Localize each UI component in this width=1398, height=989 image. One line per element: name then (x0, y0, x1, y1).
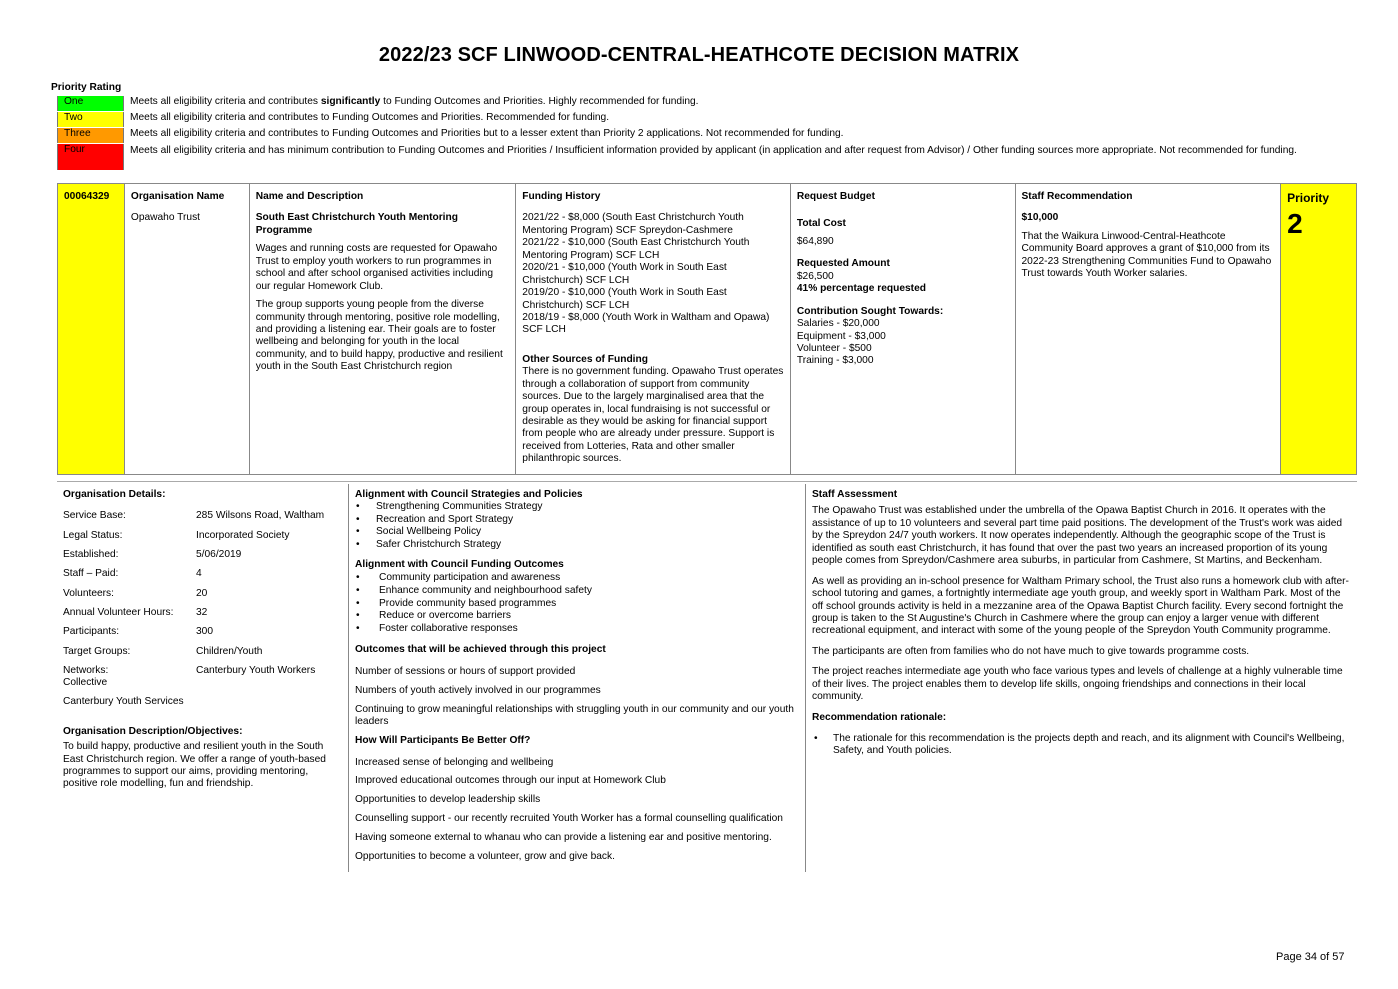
staff-recommended-amount: $10,000 (1021, 212, 1059, 224)
funding-history-item: 2020/21 - $10,000 (Youth Work in South East Christchurch) SCF LCH (522, 262, 727, 286)
project-outcome-item: Numbers of youth actively involved in our programmes (355, 684, 601, 696)
detail-label: Established: (63, 549, 119, 561)
funding-history-item: 2018/19 - $8,000 (Youth Work in Waltham and Opawa) SCF LCH (522, 311, 770, 336)
project-outcome-item: Number of sessions or hours of support provided (355, 665, 576, 677)
detail-row (63, 549, 342, 568)
name-description-column (250, 184, 517, 474)
staff-assessment-paragraph: The project reaches intermediate age youth who face various types and levels of challenge at a highly vulnerable time of their lives. The project enables them to develop life skills, ongoing friendships and connections in their local community. (812, 666, 1343, 703)
priority-desc-three: Meets all eligibility criteria and contributes to Funding Outcomes and Priorities but to a lesser extent than Priority 2 applications. Not recommended for funding. (130, 128, 844, 139)
funding-history-column (516, 184, 791, 474)
detail-label: Service Base: (63, 510, 126, 522)
priority-row-four (57, 144, 1319, 171)
detail-row (63, 588, 342, 607)
strategy-item: • Safer Christchurch Strategy (355, 539, 799, 551)
better-off-item: Counselling support - our recently recruited Youth Worker has a formal counselling qualification (355, 813, 783, 825)
detail-label: Legal Status: (63, 529, 123, 541)
detail-value: Canterbury Youth Workers (196, 664, 316, 676)
organisation-details-column (57, 484, 348, 872)
strategies-list (355, 501, 799, 551)
priority-header: Priority (1287, 191, 1330, 205)
strategy-item: • Recreation and Sport Strategy (355, 514, 799, 526)
page-number: Page 34 of 57 (1276, 951, 1345, 963)
better-off-item: Having someone external to whanau who can provide a listening ear and positive mentoring. (355, 832, 772, 844)
staff-recommendation-text: That the Waikura Linwood-Central-Heathcote Community Board approves a grant of $10,000 from its 2022-23 Strengthening Communities Fund to Opawaho Trust towards Youth Worker salaries. (1021, 230, 1272, 280)
contribution-item: Equipment - $3,000 (796, 330, 886, 342)
organisation-description-heading: Organisation Description/Objectives: (63, 725, 243, 737)
alignment-column (348, 484, 806, 872)
contribution-label: Contribution Sought Towards: (796, 305, 944, 317)
detail-label: Target Groups: (63, 645, 131, 657)
detail-value: 20 (196, 587, 208, 599)
better-off-item: Improved educational outcomes through our input at Homework Club (355, 775, 666, 787)
priority-desc-one-post: to Funding Outcomes and Priorities. Highly recommended for funding. (380, 96, 699, 107)
outcome-item: • Foster collaborative responses (355, 623, 799, 636)
detail-value: 32 (196, 606, 208, 618)
priority-rating-heading: Priority Rating (51, 82, 122, 93)
detail-value: 300 (196, 626, 213, 638)
contribution-item: Volunteer - $500 (796, 342, 872, 354)
project-title: South East Christchurch Youth Mentoring Programme (255, 212, 458, 236)
detail-label: Volunteers: (63, 587, 114, 599)
priority-swatch-three: Three (57, 128, 124, 143)
better-off-item: Opportunities to develop leadership skills (355, 794, 541, 806)
priority-desc-four: Meets all eligibility criteria and has minimum contribution to Funding Outcomes and Priorities / Insufficient information provided by applicant (in application and after request from Advisor) / Other funding sources more appropriate. Not recommended for funding. (130, 145, 1297, 156)
staff-assessment-paragraph: The participants are often from families who do not have much to give towards programme costs. (812, 645, 1250, 657)
detail-label: Staff – Paid: (63, 568, 119, 580)
section-divider (57, 481, 1357, 482)
name-description-header: Name and Description (255, 191, 364, 202)
networks-continued: Collective (63, 676, 108, 688)
better-off-heading: How Will Participants Be Better Off? (355, 735, 531, 747)
staff-recommendation-header: Staff Recommendation (1021, 191, 1133, 202)
detail-value: 285 Wilsons Road, Waltham (196, 510, 325, 522)
outcome-item: • Reduce or overcome barriers (355, 610, 799, 623)
detail-label: Participants: (63, 626, 120, 638)
strategy-item: • Social Wellbeing Policy (355, 526, 799, 538)
contribution-item: Training - $3,000 (796, 355, 874, 367)
priority-column (1281, 184, 1356, 474)
detail-value: 4 (196, 568, 202, 580)
total-cost-value: $64,890 (796, 235, 834, 247)
staff-assessment-paragraph: As well as providing an in-school presence for Waltham Primary school, the Trust also runs a homework club with after-school tutoring and games, a fortnightly intermediate age youth group, and weekly sport in Waltham Park. Most of the off school grounds activity is held in a mezzanine area of the Opawa Baptist Church facility. Every second fortnight the group is taken to the St Augustine's Church in Cashmere where the group can enjoy a larger venue with different recreational equipment, and interact with some of the young people of the Spreydon Youth Community programme. (812, 575, 1349, 637)
priority-row-two (57, 112, 1319, 128)
detail-row (63, 530, 342, 549)
page-title: 2022/23 SCF LINWOOD-CENTRAL-HEATHCOTE DECISION MATRIX (378, 44, 1020, 66)
project-description-2: The group supports young people from the diverse community through mentoring, positive role modelling, and providing a listening ear. Their goals are to foster wellbeing and belonging for youth in the local community, and to build happy, productive and resilient youth in the South East Christchurch region (255, 299, 503, 373)
request-budget-header: Request Budget (796, 191, 875, 202)
better-off-item: Opportunities to become a volunteer, grow and give back. (355, 851, 615, 863)
details-section (57, 484, 1357, 872)
organisation-header: Organisation Name (130, 191, 225, 202)
staff-recommendation-column (1016, 184, 1282, 474)
project-description-1: Wages and running costs are requested for Opawaho Trust to employ youth workers to run programmes in school and after school organised activities including our regular Homework Club. (255, 243, 498, 292)
outcome-item: • Community participation and awareness (355, 572, 799, 585)
priority-desc-one-pre: Meets all eligibility criteria and contributes (130, 96, 321, 107)
better-off-item: Increased sense of belonging and wellbeing (355, 756, 554, 768)
requested-amount-value: $26,500 (796, 270, 834, 282)
rationale-item: • The rationale for this recommendation is the projects depth and reach, and its alignment with Council's Wellbeing, Safety, and Youth policies. (812, 733, 1351, 758)
detail-value: Incorporated Society (196, 529, 290, 541)
organisation-column (125, 184, 250, 474)
contribution-item: Salaries - $20,000 (796, 318, 880, 330)
strategies-heading: Alignment with Council Strategies and Policies (355, 489, 583, 500)
rationale-heading: Recommendation rationale: (812, 711, 947, 723)
priority-rating-table (57, 96, 1319, 171)
staff-assessment-paragraph: The Opawaho Trust was established under the umbrella of the Opawa Baptist Church in 2016. It operates with the assistance of up to 10 volunteers and several part time paid positions. The development of the Trust's work was aided by the Spreydon 24/7 youth workers. It now operates independently. Although the geographic scope of the Trust is identified as south east Christchurch, it has found that over the past two years an increased proportion of its young people comes from Spreydon/Cashmere area suburbs, in particular from Cashmere, St Martins, and Beckenham. (812, 505, 1343, 567)
priority-desc-two: Meets all eligibility criteria and contributes to Funding Outcomes and Priorities. Recommended for funding. (130, 112, 610, 123)
detail-label: Networks: (63, 664, 109, 676)
decision-matrix-row (57, 183, 1357, 475)
priority-value: 2 (1287, 207, 1303, 239)
percentage-requested: 41% percentage requested (796, 283, 926, 295)
priority-swatch-four: Four (57, 144, 124, 170)
detail-row (63, 665, 342, 677)
other-sources-header: Other Sources of Funding (522, 353, 648, 365)
detail-value: 5/06/2019 (196, 549, 242, 561)
staff-assessment-heading: Staff Assessment (812, 489, 898, 500)
priority-desc-one-bold: significantly (320, 96, 381, 107)
funding-outcomes-list (355, 572, 799, 637)
staff-assessment-column (806, 484, 1357, 872)
organisation-description-text: To build happy, productive and resilient youth in the South East Christchurch region. We offer a range of youth-based programmes to support our aims, providing mentoring, positive role modelling, fun and friendship. (63, 741, 326, 790)
funding-outcomes-heading: Alignment with Council Funding Outcomes (355, 559, 564, 571)
detail-row (63, 607, 342, 626)
detail-row (63, 646, 342, 665)
priority-swatch-one: One (57, 96, 124, 111)
requested-amount-label: Requested Amount (796, 258, 890, 270)
detail-row (63, 626, 342, 645)
funding-history-item: 2021/22 - $10,000 (South East Christchurch Youth Mentoring Program) SCF LCH (522, 237, 750, 261)
detail-label: Annual Volunteer Hours: (63, 606, 174, 618)
networks-extra: Canterbury Youth Services (63, 696, 184, 708)
outcome-item: • Enhance community and neighbourhood safety (355, 585, 799, 598)
priority-row-one (57, 96, 1319, 112)
outcome-item: • Provide community based programmes (355, 598, 799, 611)
detail-value: Children/Youth (196, 645, 263, 657)
project-outcome-item: Continuing to grow meaningful relationships with struggling youth in our community and our youth leaders (355, 703, 794, 728)
priority-desc-one (124, 96, 1319, 108)
detail-row (63, 568, 342, 587)
detail-row (63, 510, 342, 529)
organisation-details-heading: Organisation Details: (63, 489, 166, 500)
funding-history-item: 2019/20 - $10,000 (Youth Work in South East Christchurch) SCF LCH (522, 287, 727, 311)
request-budget-column (791, 184, 1016, 474)
priority-row-three (57, 128, 1319, 144)
application-id: 00064329 (58, 184, 125, 474)
organisation-name: Opawaho Trust (130, 212, 200, 224)
priority-swatch-two: Two (57, 112, 124, 127)
funding-history-header: Funding History (522, 191, 601, 202)
rationale-list (812, 733, 1351, 758)
strategy-item: • Strengthening Communities Strategy (355, 501, 799, 513)
other-sources-text: There is no government funding. Opawaho Trust operates through a collaboration of support from community sources. Due to the largely marginalised area that the group operates in, local fundraising is not successful or desirable as they would be asking for financial support from people who are already under pressure. Support is received from Lotteries, Rata and other smaller philanthropic sources. (522, 366, 784, 465)
total-cost-label: Total Cost (796, 218, 846, 230)
funding-history-item: 2021/22 - $8,000 (South East Christchurch Youth Mentoring Program) SCF Spreydon-Cashmere (522, 212, 744, 236)
project-outcomes-heading: Outcomes that will be achieved through this project (355, 644, 606, 656)
